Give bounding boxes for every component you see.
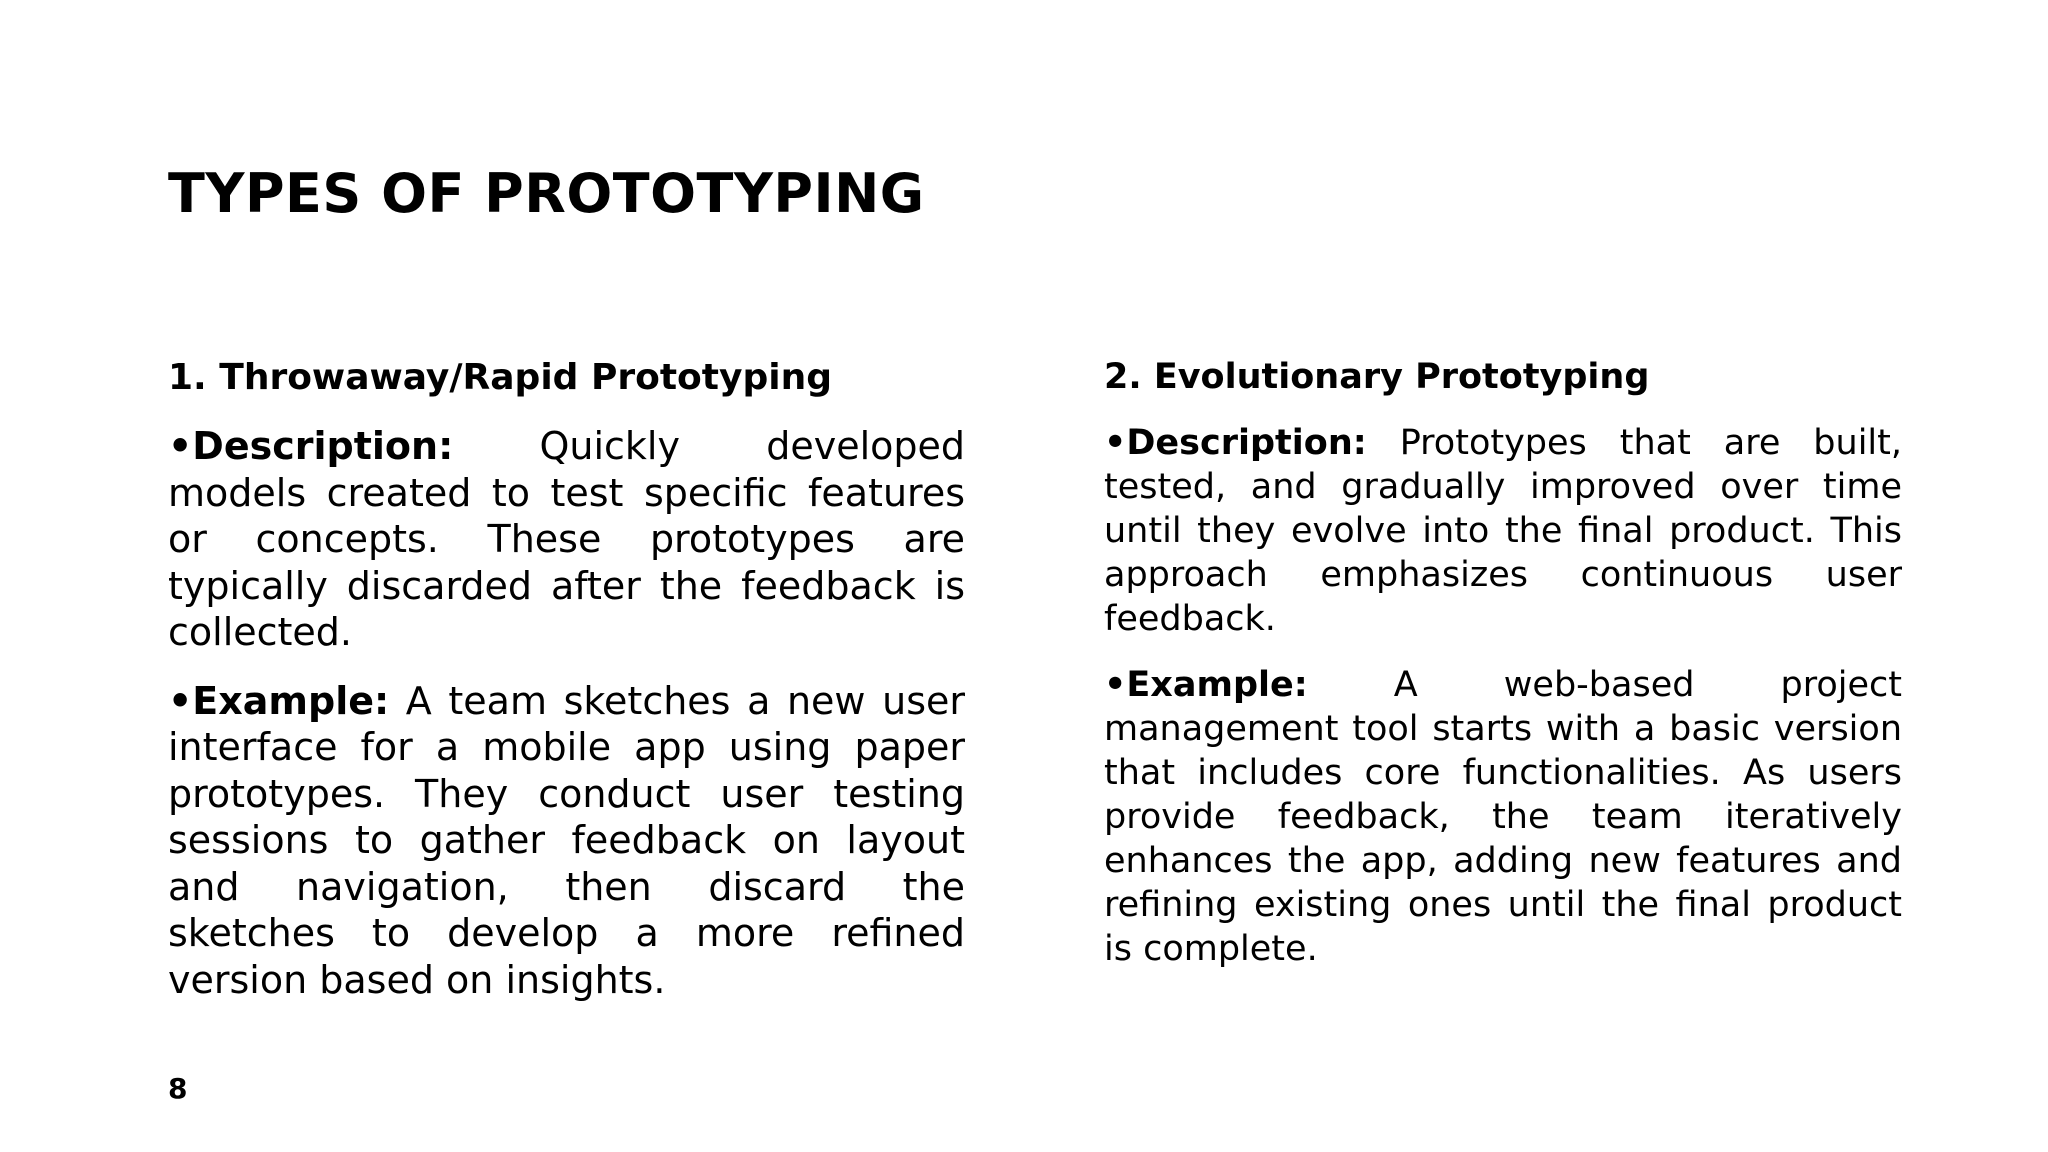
example-text: A team sketches a new user interface for a mobile app using paper prototypes. They conduct user testing sessions to gather feedback on layout and navigation, then discard the sketches to develop a more refined version based on insights. — [168, 678, 965, 1002]
section-heading: 1. Throwaway/Rapid Prototyping — [168, 357, 832, 398]
page-number: 8 — [168, 1072, 188, 1105]
section-heading: 2. Evolutionary Prototyping — [1104, 357, 1650, 397]
description-label: •Description: — [1104, 423, 1367, 463]
example-label: •Example: — [168, 678, 390, 723]
example-paragraph — [168, 678, 965, 1004]
slide-title: TYPES OF PROTOTYPING — [168, 162, 925, 225]
description-label: •Description: — [168, 424, 454, 468]
description-paragraph — [168, 423, 965, 656]
example-text: A web-based project management tool starts with a basic version that includes core functionalities. As users provide feedback, the team iteratively enhances the app, adding new features and refining existing ones until the final product is complete. — [1104, 665, 1902, 969]
example-label: •Example: — [1104, 665, 1308, 705]
example-paragraph — [1104, 663, 1902, 971]
description-paragraph — [1104, 421, 1902, 641]
section-evolutionary-prototyping — [1104, 355, 1902, 971]
description-text: Quickly developed models created to test specific features or concepts. These prototypes are typically discarded after the feedback is collected. — [168, 424, 965, 654]
section-throwaway-prototyping — [168, 355, 965, 1003]
description-text: Prototypes that are built, tested, and gradually improved over time until they evolve into the final product. This approach emphasizes continuous user feedback. — [1104, 423, 1902, 639]
